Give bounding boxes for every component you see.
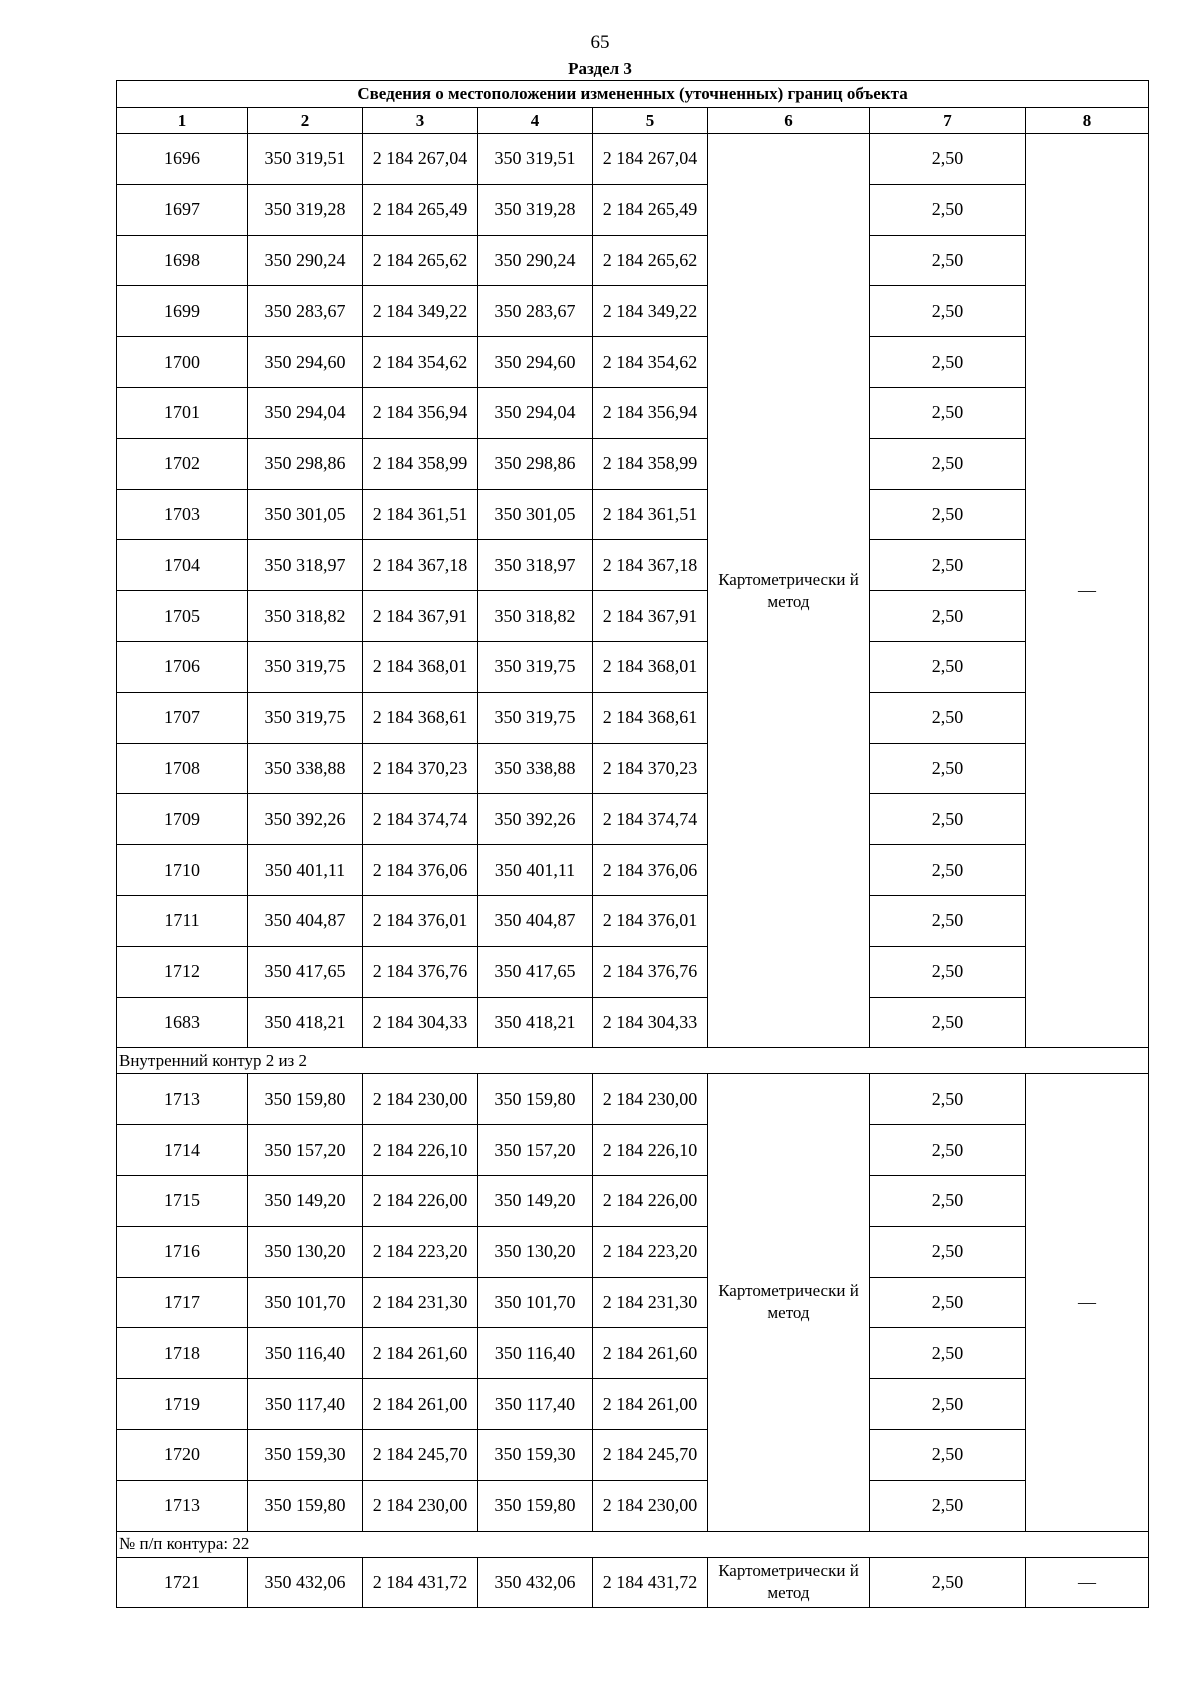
cell-accuracy: 2,50 bbox=[870, 540, 1026, 591]
table-row bbox=[117, 1125, 1149, 1176]
table-row bbox=[117, 1277, 1149, 1328]
cell-x-old: 350 157,20 bbox=[248, 1125, 363, 1176]
cell-y-old: 2 184 368,01 bbox=[363, 641, 478, 692]
cell-point: 1714 bbox=[117, 1125, 248, 1176]
cell-y-old: 2 184 261,00 bbox=[363, 1379, 478, 1430]
cell-y-new: 2 184 267,04 bbox=[593, 134, 708, 185]
cell-x-new: 350 319,28 bbox=[478, 184, 593, 235]
cell-y-old: 2 184 230,00 bbox=[363, 1074, 478, 1125]
cell-y-old: 2 184 226,00 bbox=[363, 1175, 478, 1226]
cell-x-old: 350 130,20 bbox=[248, 1226, 363, 1277]
cell-accuracy: 2,50 bbox=[870, 895, 1026, 946]
cell-point: 1711 bbox=[117, 895, 248, 946]
table-body bbox=[117, 134, 1149, 1608]
cell-accuracy: 2,50 bbox=[870, 235, 1026, 286]
cell-y-old: 2 184 368,61 bbox=[363, 692, 478, 743]
cell-point: 1716 bbox=[117, 1226, 248, 1277]
cell-x-new: 350 404,87 bbox=[478, 895, 593, 946]
cell-y-new: 2 184 230,00 bbox=[593, 1480, 708, 1531]
boundary-coordinates-table bbox=[116, 80, 1149, 1608]
table-row bbox=[117, 489, 1149, 540]
contour-label: Внутренний контур 2 из 2 bbox=[117, 1048, 1149, 1074]
cell-y-old: 2 184 231,30 bbox=[363, 1277, 478, 1328]
table-row bbox=[117, 895, 1149, 946]
cell-y-old: 2 184 358,99 bbox=[363, 438, 478, 489]
cell-y-old: 2 184 376,76 bbox=[363, 946, 478, 997]
cell-accuracy: 2,50 bbox=[870, 489, 1026, 540]
table-row bbox=[117, 743, 1149, 794]
cell-y-new: 2 184 354,62 bbox=[593, 337, 708, 388]
cell-x-old: 350 432,06 bbox=[248, 1557, 363, 1608]
cell-y-new: 2 184 265,62 bbox=[593, 235, 708, 286]
table-row bbox=[117, 794, 1149, 845]
cell-accuracy: 2,50 bbox=[870, 1480, 1026, 1531]
cell-x-new: 350 432,06 bbox=[478, 1557, 593, 1608]
contour-label-row bbox=[117, 1531, 1149, 1557]
cell-y-new: 2 184 265,49 bbox=[593, 184, 708, 235]
cell-y-old: 2 184 367,18 bbox=[363, 540, 478, 591]
cell-y-old: 2 184 376,01 bbox=[363, 895, 478, 946]
cell-x-old: 350 318,97 bbox=[248, 540, 363, 591]
column-number: 6 bbox=[708, 108, 870, 134]
cell-x-new: 350 418,21 bbox=[478, 997, 593, 1048]
cell-method: Картометрически й метод bbox=[708, 1557, 870, 1608]
cell-x-old: 350 418,21 bbox=[248, 997, 363, 1048]
cell-y-new: 2 184 261,60 bbox=[593, 1328, 708, 1379]
cell-y-old: 2 184 226,10 bbox=[363, 1125, 478, 1176]
cell-point: 1710 bbox=[117, 845, 248, 896]
cell-method: Картометрически й метод bbox=[708, 134, 870, 1048]
cell-x-old: 350 338,88 bbox=[248, 743, 363, 794]
cell-point: 1718 bbox=[117, 1328, 248, 1379]
cell-point: 1719 bbox=[117, 1379, 248, 1430]
cell-x-old: 350 319,75 bbox=[248, 641, 363, 692]
table-row bbox=[117, 1480, 1149, 1531]
cell-accuracy: 2,50 bbox=[870, 1125, 1026, 1176]
cell-x-old: 350 392,26 bbox=[248, 794, 363, 845]
cell-y-new: 2 184 431,72 bbox=[593, 1557, 708, 1608]
column-number-row bbox=[117, 108, 1149, 134]
cell-y-new: 2 184 367,91 bbox=[593, 591, 708, 642]
section-title: Раздел 3 bbox=[568, 59, 632, 78]
cell-accuracy: 2,50 bbox=[870, 1429, 1026, 1480]
cell-point: 1713 bbox=[117, 1480, 248, 1531]
table-row bbox=[117, 1557, 1149, 1608]
cell-y-old: 2 184 374,74 bbox=[363, 794, 478, 845]
contour-label-row bbox=[117, 1048, 1149, 1074]
cell-point: 1717 bbox=[117, 1277, 248, 1328]
cell-point: 1703 bbox=[117, 489, 248, 540]
cell-x-new: 350 401,11 bbox=[478, 845, 593, 896]
cell-x-old: 350 290,24 bbox=[248, 235, 363, 286]
cell-point: 1706 bbox=[117, 641, 248, 692]
cell-accuracy: 2,50 bbox=[870, 946, 1026, 997]
column-number: 2 bbox=[248, 108, 363, 134]
cell-x-old: 350 149,20 bbox=[248, 1175, 363, 1226]
cell-x-new: 350 130,20 bbox=[478, 1226, 593, 1277]
cell-point: 1704 bbox=[117, 540, 248, 591]
cell-x-new: 350 159,80 bbox=[478, 1480, 593, 1531]
cell-y-new: 2 184 361,51 bbox=[593, 489, 708, 540]
cell-y-new: 2 184 374,74 bbox=[593, 794, 708, 845]
cell-accuracy: 2,50 bbox=[870, 1175, 1026, 1226]
cell-x-new: 350 318,82 bbox=[478, 591, 593, 642]
table-caption: Сведения о местоположении измененных (уточненных) границ объекта bbox=[117, 81, 1149, 108]
cell-point: 1701 bbox=[117, 387, 248, 438]
column-number: 3 bbox=[363, 108, 478, 134]
cell-y-old: 2 184 367,91 bbox=[363, 591, 478, 642]
cell-y-new: 2 184 349,22 bbox=[593, 286, 708, 337]
cell-x-old: 350 117,40 bbox=[248, 1379, 363, 1430]
cell-x-old: 350 298,86 bbox=[248, 438, 363, 489]
cell-y-new: 2 184 230,00 bbox=[593, 1074, 708, 1125]
cell-accuracy: 2,50 bbox=[870, 743, 1026, 794]
cell-accuracy: 2,50 bbox=[870, 692, 1026, 743]
table-row bbox=[117, 235, 1149, 286]
cell-y-new: 2 184 367,18 bbox=[593, 540, 708, 591]
cell-method: Картометрически й метод bbox=[708, 1074, 870, 1531]
cell-y-old: 2 184 356,94 bbox=[363, 387, 478, 438]
cell-y-new: 2 184 223,20 bbox=[593, 1226, 708, 1277]
cell-y-new: 2 184 370,23 bbox=[593, 743, 708, 794]
cell-point: 1705 bbox=[117, 591, 248, 642]
cell-point: 1721 bbox=[117, 1557, 248, 1608]
cell-accuracy: 2,50 bbox=[870, 1226, 1026, 1277]
cell-x-new: 350 319,51 bbox=[478, 134, 593, 185]
cell-x-old: 350 116,40 bbox=[248, 1328, 363, 1379]
cell-y-new: 2 184 368,61 bbox=[593, 692, 708, 743]
cell-x-old: 350 417,65 bbox=[248, 946, 363, 997]
table-row bbox=[117, 591, 1149, 642]
cell-point: 1702 bbox=[117, 438, 248, 489]
table-row bbox=[117, 692, 1149, 743]
cell-y-new: 2 184 304,33 bbox=[593, 997, 708, 1048]
cell-x-new: 350 294,04 bbox=[478, 387, 593, 438]
cell-point: 1707 bbox=[117, 692, 248, 743]
table-row bbox=[117, 1379, 1149, 1430]
table-row bbox=[117, 286, 1149, 337]
table-row bbox=[117, 1074, 1149, 1125]
cell-y-old: 2 184 265,62 bbox=[363, 235, 478, 286]
cell-x-new: 350 290,24 bbox=[478, 235, 593, 286]
cell-y-new: 2 184 358,99 bbox=[593, 438, 708, 489]
cell-y-old: 2 184 361,51 bbox=[363, 489, 478, 540]
cell-x-old: 350 159,80 bbox=[248, 1074, 363, 1125]
cell-x-new: 350 301,05 bbox=[478, 489, 593, 540]
cell-x-new: 350 101,70 bbox=[478, 1277, 593, 1328]
table-row bbox=[117, 438, 1149, 489]
cell-x-new: 350 392,26 bbox=[478, 794, 593, 845]
table-row bbox=[117, 540, 1149, 591]
cell-x-new: 350 319,75 bbox=[478, 641, 593, 692]
cell-y-old: 2 184 376,06 bbox=[363, 845, 478, 896]
column-number: 8 bbox=[1026, 108, 1149, 134]
cell-accuracy: 2,50 bbox=[870, 641, 1026, 692]
cell-x-old: 350 283,67 bbox=[248, 286, 363, 337]
cell-x-old: 350 294,04 bbox=[248, 387, 363, 438]
page-number: 65 bbox=[590, 32, 610, 53]
cell-point: 1696 bbox=[117, 134, 248, 185]
cell-x-old: 350 401,11 bbox=[248, 845, 363, 896]
cell-y-new: 2 184 226,10 bbox=[593, 1125, 708, 1176]
cell-y-old: 2 184 304,33 bbox=[363, 997, 478, 1048]
cell-x-new: 350 159,30 bbox=[478, 1429, 593, 1480]
cell-point: 1720 bbox=[117, 1429, 248, 1480]
cell-x-old: 350 159,30 bbox=[248, 1429, 363, 1480]
cell-y-new: 2 184 376,06 bbox=[593, 845, 708, 896]
cell-accuracy: 2,50 bbox=[870, 387, 1026, 438]
cell-y-new: 2 184 376,76 bbox=[593, 946, 708, 997]
cell-accuracy: 2,50 bbox=[870, 337, 1026, 388]
cell-y-new: 2 184 261,00 bbox=[593, 1379, 708, 1430]
cell-y-old: 2 184 354,62 bbox=[363, 337, 478, 388]
cell-accuracy: 2,50 bbox=[870, 286, 1026, 337]
cell-accuracy: 2,50 bbox=[870, 134, 1026, 185]
cell-accuracy: 2,50 bbox=[870, 438, 1026, 489]
cell-point: 1697 bbox=[117, 184, 248, 235]
cell-accuracy: 2,50 bbox=[870, 184, 1026, 235]
cell-x-old: 350 319,51 bbox=[248, 134, 363, 185]
cell-x-old: 350 318,82 bbox=[248, 591, 363, 642]
cell-accuracy: 2,50 bbox=[870, 591, 1026, 642]
table-row bbox=[117, 946, 1149, 997]
cell-accuracy: 2,50 bbox=[870, 1277, 1026, 1328]
cell-x-new: 350 298,86 bbox=[478, 438, 593, 489]
cell-column-8: — bbox=[1026, 1074, 1149, 1531]
table-row bbox=[117, 1226, 1149, 1277]
cell-y-new: 2 184 226,00 bbox=[593, 1175, 708, 1226]
cell-y-old: 2 184 267,04 bbox=[363, 134, 478, 185]
cell-x-new: 350 319,75 bbox=[478, 692, 593, 743]
cell-x-new: 350 116,40 bbox=[478, 1328, 593, 1379]
table-row bbox=[117, 184, 1149, 235]
cell-x-old: 350 101,70 bbox=[248, 1277, 363, 1328]
cell-x-new: 350 294,60 bbox=[478, 337, 593, 388]
cell-x-new: 350 338,88 bbox=[478, 743, 593, 794]
cell-x-old: 350 404,87 bbox=[248, 895, 363, 946]
cell-accuracy: 2,50 bbox=[870, 1379, 1026, 1430]
cell-x-new: 350 318,97 bbox=[478, 540, 593, 591]
column-number: 1 bbox=[117, 108, 248, 134]
cell-y-new: 2 184 245,70 bbox=[593, 1429, 708, 1480]
table-row bbox=[117, 1328, 1149, 1379]
column-number: 5 bbox=[593, 108, 708, 134]
table-row bbox=[117, 337, 1149, 388]
cell-accuracy: 2,50 bbox=[870, 1557, 1026, 1608]
cell-point: 1713 bbox=[117, 1074, 248, 1125]
cell-point: 1698 bbox=[117, 235, 248, 286]
cell-x-new: 350 283,67 bbox=[478, 286, 593, 337]
cell-accuracy: 2,50 bbox=[870, 1074, 1026, 1125]
cell-y-new: 2 184 356,94 bbox=[593, 387, 708, 438]
cell-x-old: 350 301,05 bbox=[248, 489, 363, 540]
cell-x-new: 350 417,65 bbox=[478, 946, 593, 997]
cell-point: 1708 bbox=[117, 743, 248, 794]
cell-x-old: 350 159,80 bbox=[248, 1480, 363, 1531]
cell-y-old: 2 184 431,72 bbox=[363, 1557, 478, 1608]
cell-accuracy: 2,50 bbox=[870, 794, 1026, 845]
cell-y-old: 2 184 349,22 bbox=[363, 286, 478, 337]
column-number: 7 bbox=[870, 108, 1026, 134]
table-row bbox=[117, 1429, 1149, 1480]
cell-y-old: 2 184 370,23 bbox=[363, 743, 478, 794]
cell-point: 1700 bbox=[117, 337, 248, 388]
cell-y-new: 2 184 368,01 bbox=[593, 641, 708, 692]
cell-y-old: 2 184 265,49 bbox=[363, 184, 478, 235]
table-row bbox=[117, 997, 1149, 1048]
cell-column-8: — bbox=[1026, 134, 1149, 1048]
cell-point: 1709 bbox=[117, 794, 248, 845]
cell-point: 1699 bbox=[117, 286, 248, 337]
cell-y-old: 2 184 230,00 bbox=[363, 1480, 478, 1531]
table-row bbox=[117, 387, 1149, 438]
cell-y-old: 2 184 245,70 bbox=[363, 1429, 478, 1480]
cell-y-new: 2 184 231,30 bbox=[593, 1277, 708, 1328]
cell-x-old: 350 319,28 bbox=[248, 184, 363, 235]
cell-point: 1712 bbox=[117, 946, 248, 997]
table-row bbox=[117, 134, 1149, 185]
cell-y-old: 2 184 223,20 bbox=[363, 1226, 478, 1277]
cell-column-8: — bbox=[1026, 1557, 1149, 1608]
cell-x-new: 350 149,20 bbox=[478, 1175, 593, 1226]
cell-x-new: 350 117,40 bbox=[478, 1379, 593, 1430]
cell-x-new: 350 157,20 bbox=[478, 1125, 593, 1176]
cell-y-new: 2 184 376,01 bbox=[593, 895, 708, 946]
table-row bbox=[117, 845, 1149, 896]
cell-accuracy: 2,50 bbox=[870, 997, 1026, 1048]
cell-x-new: 350 159,80 bbox=[478, 1074, 593, 1125]
cell-accuracy: 2,50 bbox=[870, 1328, 1026, 1379]
cell-point: 1715 bbox=[117, 1175, 248, 1226]
cell-x-old: 350 294,60 bbox=[248, 337, 363, 388]
contour-label: № п/п контура: 22 bbox=[117, 1531, 1149, 1557]
table-row bbox=[117, 641, 1149, 692]
cell-x-old: 350 319,75 bbox=[248, 692, 363, 743]
column-number: 4 bbox=[478, 108, 593, 134]
cell-accuracy: 2,50 bbox=[870, 845, 1026, 896]
cell-y-old: 2 184 261,60 bbox=[363, 1328, 478, 1379]
cell-point: 1683 bbox=[117, 997, 248, 1048]
table-row bbox=[117, 1175, 1149, 1226]
